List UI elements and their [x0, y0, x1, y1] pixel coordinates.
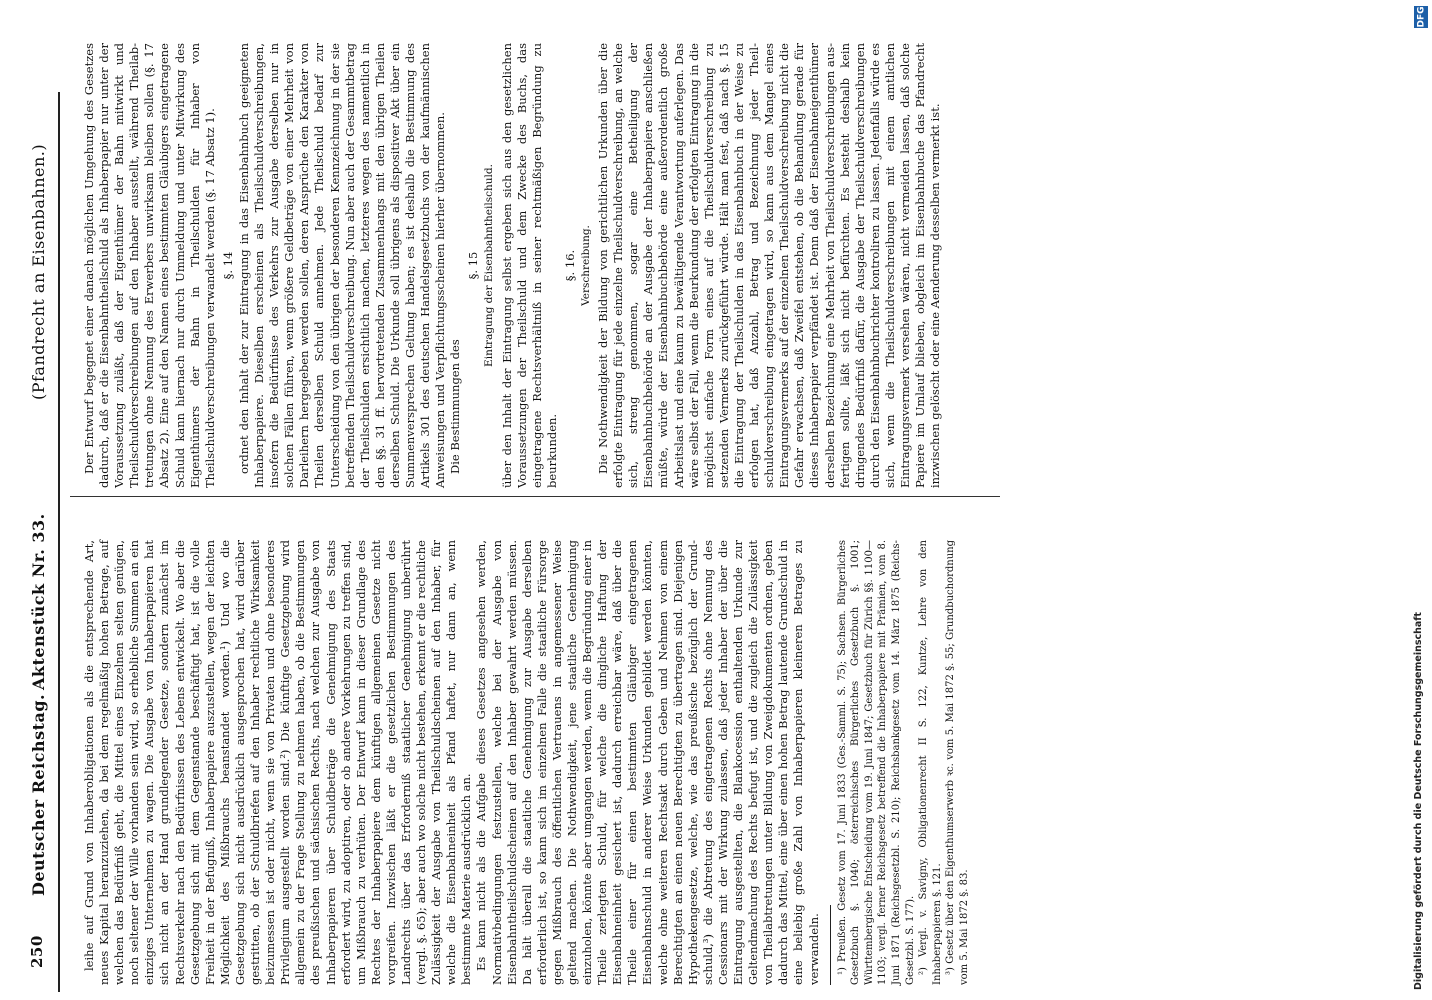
section-16-title: §. 16. — [562, 249, 577, 282]
col2-paragraph-1: Der Entwurf begegnet einer danach möglichen Umgehung des Gesetzes dadurch, daß er die Eisenbahntheilschuld als Inhaberpapier nur unter der Voraussetzung zuläßt, daß der Eigenthümer der Bahn mitwirkt und Theilschuldverschreibungen auf den Inhaber ausstellt, während Theilabtretungen ohne Nennung des Erwerbers unwirksam bleiben sollen (§. 17 Absatz 2). Eine auf den Namen eines bestimmten Gläubigers eingetragene Schuld kann hiernach nur durch Ummeldung und unter Mitwirkung des Eigenthümers der Bahn in Theilschulden für Inhaber von Theilschuldverschreibungen verwandelt werden (§. 17 Absatz 1). — [82, 43, 217, 488]
section-15-subtitle: Eintragung der Eisenbahntheilschuld. — [483, 164, 496, 367]
header-right-title: Aktenstück Nr. 33. — [29, 513, 48, 690]
column-separator — [70, 496, 1000, 497]
dfg-logo-text: DFG — [1416, 6, 1427, 28]
header-left-title: Deutscher Reichstag. — [29, 693, 48, 896]
section-16-subtitle: Verschreibung. — [580, 225, 592, 306]
section-14-paragraph-1: ordnet den Inhalt der zur Eintragung in das Eisenbahnbuch geeigneten Inhaberpapiere. Dieselben erscheinen als Theilschuldverschreibungen, insofern die Bedürfnisse des Verkehrs zur Ausgabe derselben nur in solchen Fällen führen, wenn größere Geldbeträge von einer Mehrheit von Darleihern hergegeben werden sollen, deren Ansprüche den Karakter von Theilen derselben Schuld annehmen. Jede Theilschuld bedarf zur Unterscheidung von den übrigen der besonderen Kennzeichnung in der sie betreffenden Theilschuldverschreibung. Nun aber auch der Gesammtbetrag der Theilschulden ersichtlich machen, letzteres wegen des namentlich in den §§. 31 ff. hervortretenden Zusammenhangs mit den übrigen Theilen derselben Schuld. Die Urkunde soll übrigens als dispositiver Akt über ein Summenversprechen Geltung haben; es ist deshalb die Bestimmung des Artikels 301 des deutschen Handelsgesetzbuchs von der kaufmännischen Anweisungen und Verpflichtungsscheinen hierher übernommen. — [236, 43, 448, 488]
column-right — [82, 43, 982, 488]
col1-paragraph-1: leihe auf Grund von Inhaberobligationen als die entsprechende Art, neues Kapital heranzuziehen, da bei dem regelmäßig hohen Betrage, auf welchen das Bedürfniß geht, die Mittel eines Einzelnen selten genügen, noch seltener der Wille vorhanden sein wird, so erhebliche Summen an ein einziges Unternehmen zu wagen. Die Ausgabe von Inhaberpapieren hat sich nicht an der Hand grundlegender Gesetze, sondern zunächst im Rechtsverkehr nach den Bedürfnissen des Lebens entwickelt. Wo aber die Gesetzgebung sich mit dem Gegenstande beschäftigt hat, ist die volle Freiheit in der Befugniß, Inhaberpapiere auszustellen, wegen der leichten Möglichkeit des Mißbrauchs beanstandet worden.¹) Und wo die Gesetzgebung sich nicht ausdrücklich ausgesprochen hat, wird darüber gestritten, ob der Schuldbriefen auf den Inhaber rechtliche Wirksamkeit beizumessen ist oder nicht, wenn sie von Privaten und ohne besonderes Privilegium ausgestellt worden sind.²) Die künftige Gesetzgebung wird allgemein zu der Frage Stellung zu nehmen haben, ob die Bestimmungen des preußischen und sächsischen Rechts, nach welchen zur Ausgabe von Inhaberpapieren über Schuldbeträge die Genehmigung des Staats erfordert wird, zu adoptiren, oder ob andere Vorkehrungen zu treffen sind, um Mißbrauch zu verhüten. Der Entwurf kann in dieser Grundlage des Rechtes der Inhaberpapiere dem künftigen allgemeinen Gesetze nicht vorgreifen. Inzwischen läßt er die gesetzlichen Bestimmungen des Landrechts über das Erforderniß staatlicher Genehmigung unberührt (vergl. §. 65); aber auch wo solche nicht bestehen, erkennt er die rechtliche Zulässigkeit der Ausgabe von Theilschuldscheinen auf den Inhaber, für welche die Eisenbahneinheit als Pfand haftet, nur dann an, wenn bestimmte Materie ausdrücklich an. — [82, 540, 474, 985]
section-15-paragraph: über den Inhalt der Eintragung selbst ergeben sich aus den gesetzlichen Voraussetzungen der Theilschuld und dem Zwecke des Buchs, das eingetragene Rechtsverhältniß in seiner rechtmäßigen Begründung zu beurkunden. — [499, 43, 559, 488]
header-bracket-title: (Pfandrecht an Eisenbahnen.) — [29, 143, 48, 400]
page-number: 250 — [28, 935, 46, 968]
footnote-2: ²) Vergl. v. Savigny, Obligationenrecht II S. 122, Kuntze, Lehre von den Inhaberpapieren §. 121. — [918, 540, 943, 985]
header-rule — [58, 92, 60, 992]
section-14-paragraph-2: Die Bestimmungen des — [448, 339, 463, 474]
footnote-rule — [830, 905, 831, 985]
footnote-1: ¹) Preußen. Gesetz vom 17. Juni 1833 (Ges.-Samml. S. 75); Sachsen. Bürgerliches Gesetzbuch §. 1040; österreichisches Bürgerliches Gesetzbuch §. 1001; Württembergische Entscheidung vom 19. Juni 1847; Gesetzbuch für Zürich §§. 1100—1103; vergl. ferner Reichsgesetz betreffend die Inhaberpapiere mit Prämien, vom 8. Juni 1871 (Reichsgesetzbl. S. 210); Reichsbankgesetz vom 14. März 1875 (Reichs-Gesetzbl. S. 177). — [836, 540, 916, 985]
dfg-logo — [1414, 6, 1428, 28]
section-16-paragraph: Die Nothwendigkeit der Bildung von gerichtlichen Urkunden über die erfolgte Eintragung für jede einzelne Theilschuldverschreibung, an welche sich, streng genommen, sogar eine Betheiligung der Eisenbahnbuchbehörde an der Ausgabe der Inhaberpapiere anschließen müßte, würde der Eisenbahnbuchbehörde eine außerordentlich große Arbeitslast und eine kaum zu bewältigende Verantwortung auferlegen. Das wäre selbst der Fall, wenn die Beurkundung der erfolgten Eintragung in die möglichst einfache Form eines auf die Theilschuldverschreibung zu setzenden Vermerks zurückgeführt würde. Hält man fest, daß nach §. 15 die Eintragung der Theilschulden in das Eisenbahnbuch in der Weise zu erfolgen hat, daß Anzahl, Betrag und Bezeichnung jeder Theilschuldverschreibung eingetragen wird, so kann aus dem Mangel eines Eintragungsvermerks auf der einzelnen Theilschuldverschreibung nicht die Gefahr erwachsen, daß Zweifel entstehen, ob die Behandlung gerade für dieses Inhaberpapier verpfändet ist. Denn daß der Eisenbahneigenthümer derselben Bezeichnung eine Mehrheit von Theilschuldverschreibungen ausfertigen sollte, läßt sich nicht befürchten. Es besteht deshalb kein dringendes Bedürfniß dafür, die Ausgabe der Theilschuldverschreibungen durch den Eisenbahnbuchrichter kontroliren zu lassen. Jedenfalls würde es sich, wenn die Theilschuldverschreibungen mit einem amtlichen Eintragungsvermerk versehen wären, nicht vermeiden lassen, daß solche Papiere im Umlauf blieben, obgleich im Eisenbahnbuche das Pfandrecht inzwischen gelöscht oder eine Aenderung desselben vermerkt ist. — [596, 43, 943, 488]
section-15-title: §. 15 — [466, 251, 481, 280]
section-14-title: §. 14 — [220, 251, 235, 280]
footnote-3: ³) Gesetz über den Eigenthumserwerb ꝛc. vom 5. Mai 1872 §. 55; Grundbuchordnung vom 5. Mai 1872 §. 83. — [945, 540, 970, 985]
column-left — [82, 540, 982, 985]
col1-paragraph-2: Es kann nicht als die Aufgabe dieses Gesetzes angesehen werden, Normativbedingungen festzustellen, welche bei der Ausgabe von Eisenbahntheilschuldscheinen auf den Inhaber gewahrt werden müssen. Da hält überall die staatliche Genehmigung zur Ausgabe derselben erforderlich ist, so kann sich im einzelnen Falle die staatliche Fürsorge gegen Mißbrauch des öffentlichen Vertrauens in angemessener Weise geltend machen. Die Nothwendigkeit, jene staatliche Genehmigung einzuholen, könnte aber umgangen werden, wenn die Begründung einer in Theile zerlegten Schuld, für welche die dingliche Haftung der Eisenbahneinheit gesichert ist, dadurch erreichbar wäre, daß über die Theile einer für einen bestimmten Gläubiger eingetragenen Eisenbahnschuld in anderer Weise Urkunden gebildet werden könnten, welche ohne weiteren Rechtsakt durch Geben und Nehmen von einem Berechtigten an einen neuen Berechtigten zu übertragen sind. Diejenigen Hypothekengesetze, welche, wie das preußische bezüglich der Grundschuld,³) die Abtretung des eingetragenen Rechts ohne Nennung des Cessionars mit der Wirkung zulassen, daß jeder Inhaber der über die Eintragung ausgestellten, die Blankocession enthaltenden Urkunde zur Geltendmachung des Rechts befugt ist, und die zugleich die Zulässigkeit von Theilabtretungen unter Bildung von Zweigdokumenten ordnen, geben dadurch das Mittel, eine über einen hohen Betrag lautende Grundschuld in eine beliebig große Zahl von Inhaberpapieren kleineren Betrages zu verwandeln. — [474, 540, 821, 985]
digitization-note: Digitalisierung gefördert durch die Deutsche Forschungsgemeinschaft — [1413, 612, 1424, 990]
